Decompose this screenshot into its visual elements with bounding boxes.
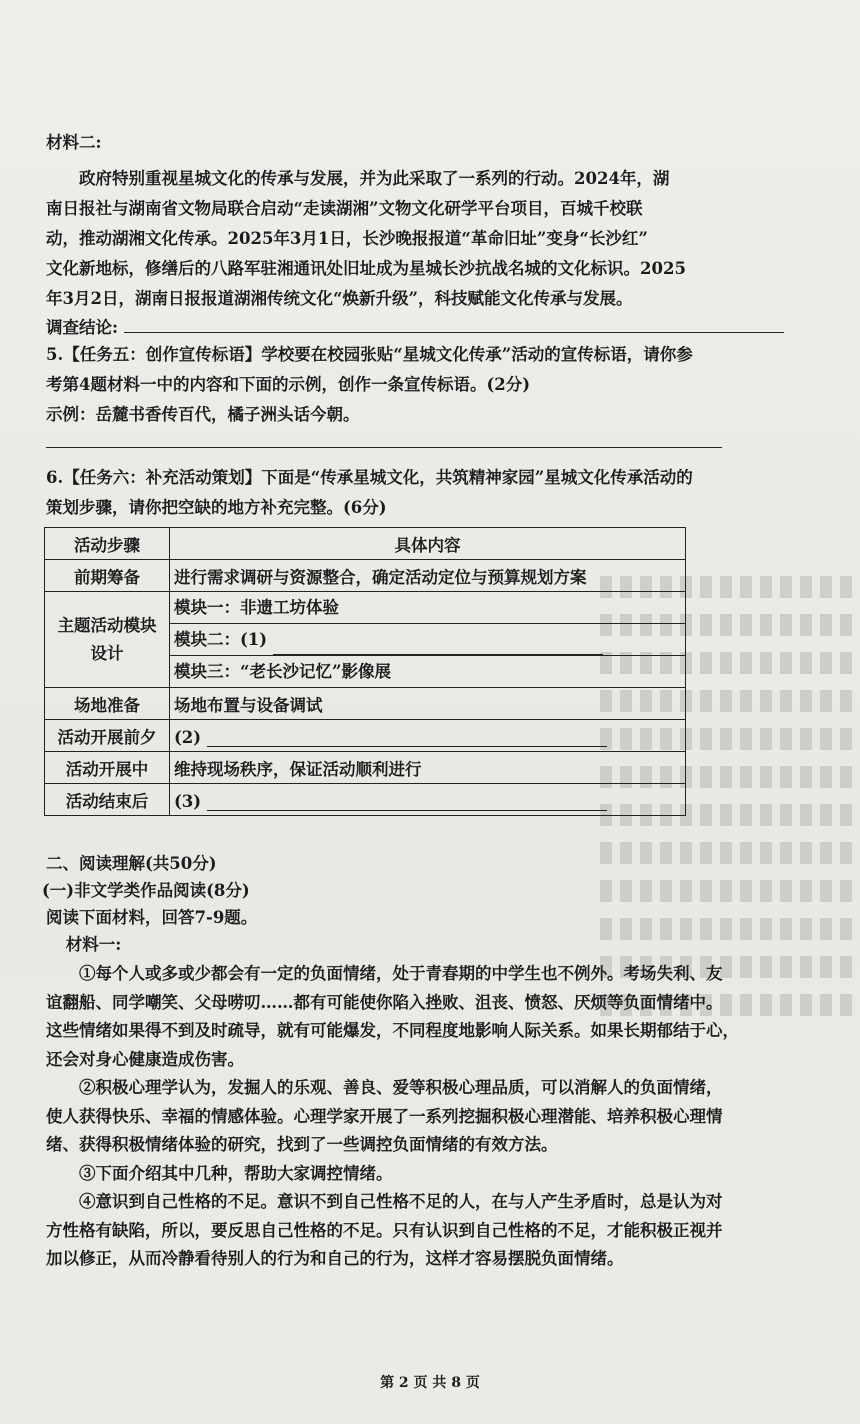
conclusion-label: 调查结论: <box>46 318 119 337</box>
blank-3-label: (3) <box>174 792 202 811</box>
step-cell: 活动开展前夕 <box>45 720 170 752</box>
q5-example: 示例：岳麓书香传百代，橘子洲头话今朝。 <box>46 405 360 424</box>
module-2-label: 模块二：(1) <box>174 630 268 649</box>
blank-2-label: (2) <box>174 728 202 747</box>
table-header-content: 具体内容 <box>170 528 686 560</box>
table-row <box>45 720 686 752</box>
conclusion-answer-line[interactable] <box>124 312 784 333</box>
paragraph-line: ③下面介绍其中几种，帮助大家调控情绪。 <box>79 1163 393 1183</box>
table-row <box>45 688 686 720</box>
material2-body <box>46 164 806 314</box>
blank-3-answer[interactable] <box>207 788 607 811</box>
q6-line: 策划步骤，请你把空缺的地方补充完整。(6分) <box>46 498 387 517</box>
material1-body <box>46 960 806 1274</box>
table-row <box>45 560 686 592</box>
activity-plan-table <box>44 527 686 816</box>
content-cell <box>170 784 686 816</box>
paragraph-line: ①每个人或多或少都会有一定的负面情绪，处于青春期的中学生也不例外。考场失利、友 <box>79 964 723 983</box>
paragraph-line: 加以修正，从而冷静看待别人的行为和自己的行为，这样才容易摆脱负面情绪。 <box>46 1249 624 1268</box>
blank-2-answer[interactable] <box>207 724 607 747</box>
paragraph-line: 谊翻船、同学嘲笑、父母唠叨……都有可能使你陷入挫败、沮丧、愤怒、厌烦等负面情绪中。 <box>46 992 723 1012</box>
table-row <box>45 592 686 688</box>
section-2-header <box>42 850 806 958</box>
step-cell-line: 设计 <box>90 643 124 663</box>
content-cell <box>170 720 686 752</box>
content-cell: 维持现场秩序，保证活动顺利进行 <box>170 752 686 784</box>
step-cell: 活动开展中 <box>45 752 170 784</box>
section-2-title: 二、阅读理解(共50分) <box>46 854 217 873</box>
question-6 <box>46 463 806 523</box>
paragraph-line: ④意识到自己性格的不足。意识不到自己性格不足的人，在与人产生矛盾时，总是认为对 <box>79 1192 723 1211</box>
table-row <box>45 784 686 816</box>
paragraph-line: 绪、获得积极情绪体验的研究，找到了一些调控负面情绪的有效方法。 <box>46 1135 558 1154</box>
paragraph-line: 方性格有缺陷，所以，要反思自己性格的不足。只有认识到自己性格的不足，才能积极正视并 <box>46 1220 723 1240</box>
q5-line: 考第4题材料一中的内容和下面的示例，创作一条宣传标语。(2分) <box>46 375 531 394</box>
conclusion-row <box>46 312 806 343</box>
section-2-instruction: 阅读下面材料，回答7-9题。 <box>46 908 258 927</box>
table-row <box>45 528 686 560</box>
module-1: 模块一：非遗工坊体验 <box>170 592 685 624</box>
material2-line: 动，推动湖湘文化传承。2025年3月1日，长沙晚报报道“革命旧址”变身“长沙红” <box>46 229 648 248</box>
material2-heading: 材料二: <box>46 133 102 152</box>
paragraph-line: 还会对身心健康造成伤害。 <box>46 1049 244 1069</box>
step-cell-line: 主题活动模块 <box>57 615 157 635</box>
module-2 <box>170 624 685 656</box>
material1-heading: 材料一: <box>65 935 122 954</box>
q5-line: 5.【任务五：创作宣传标语】学校要在校园张贴“星城文化传承”活动的宣传标语，请你参 <box>46 345 693 364</box>
material2-line: 年3月2日，湖南日报报道湖湘传统文化“焕新升级”，科技赋能文化传承与发展。 <box>46 289 633 308</box>
paragraph-line: 使人获得快乐、幸福的情感体验。心理学家开展了一系列挖掘积极心理潜能、培养积极心理情 <box>46 1106 723 1126</box>
step-cell: 活动结束后 <box>45 784 170 816</box>
section-2-subtitle: (一)非文学类作品阅读(8分) <box>42 881 250 900</box>
page-footer: 第 2 页 共 8 页 <box>380 1375 480 1391</box>
step-cell <box>45 592 170 688</box>
content-cell: 场地布置与设备调试 <box>170 688 686 720</box>
q6-line: 6.【任务六：补充活动策划】下面是“传承星城文化，共筑精神家园”星城文化传承活动的 <box>46 468 693 487</box>
question-5 <box>46 340 806 430</box>
module-2-answer-blank[interactable] <box>273 632 603 655</box>
step-cell: 前期筹备 <box>45 560 170 592</box>
module-3: 模块三：“老长沙记忆”影像展 <box>174 662 391 681</box>
table-row <box>45 752 686 784</box>
q5-answer-line[interactable] <box>46 447 722 448</box>
material2-line: 南日报社与湖南省文物局联合启动“走读湖湘”文物文化研学平台项目，百城千校联 <box>46 199 643 218</box>
step-cell: 场地准备 <box>45 688 170 720</box>
material2-line: 文化新地标，修缮后的八路军驻湘通讯处旧址成为星城长沙抗战名城的文化标识。2025 <box>46 259 686 278</box>
paragraph-line: 这些情绪如果得不到及时疏导，就有可能爆发，不同程度地影响人际关系。如果长期郁结于心， <box>46 1021 739 1040</box>
content-cell: 进行需求调研与资源整合，确定活动定位与预算规划方案 <box>170 560 686 592</box>
table-header-step: 活动步骤 <box>45 528 170 560</box>
paragraph-line: ②积极心理学认为，发掘人的乐观、善良、爱等积极心理品质，可以消解人的负面情绪， <box>79 1078 723 1097</box>
material2-line: 政府特别重视星城文化的传承与发展，并为此采取了一系列的行动。2024年，湖 <box>79 169 670 188</box>
module-cell <box>170 592 686 688</box>
